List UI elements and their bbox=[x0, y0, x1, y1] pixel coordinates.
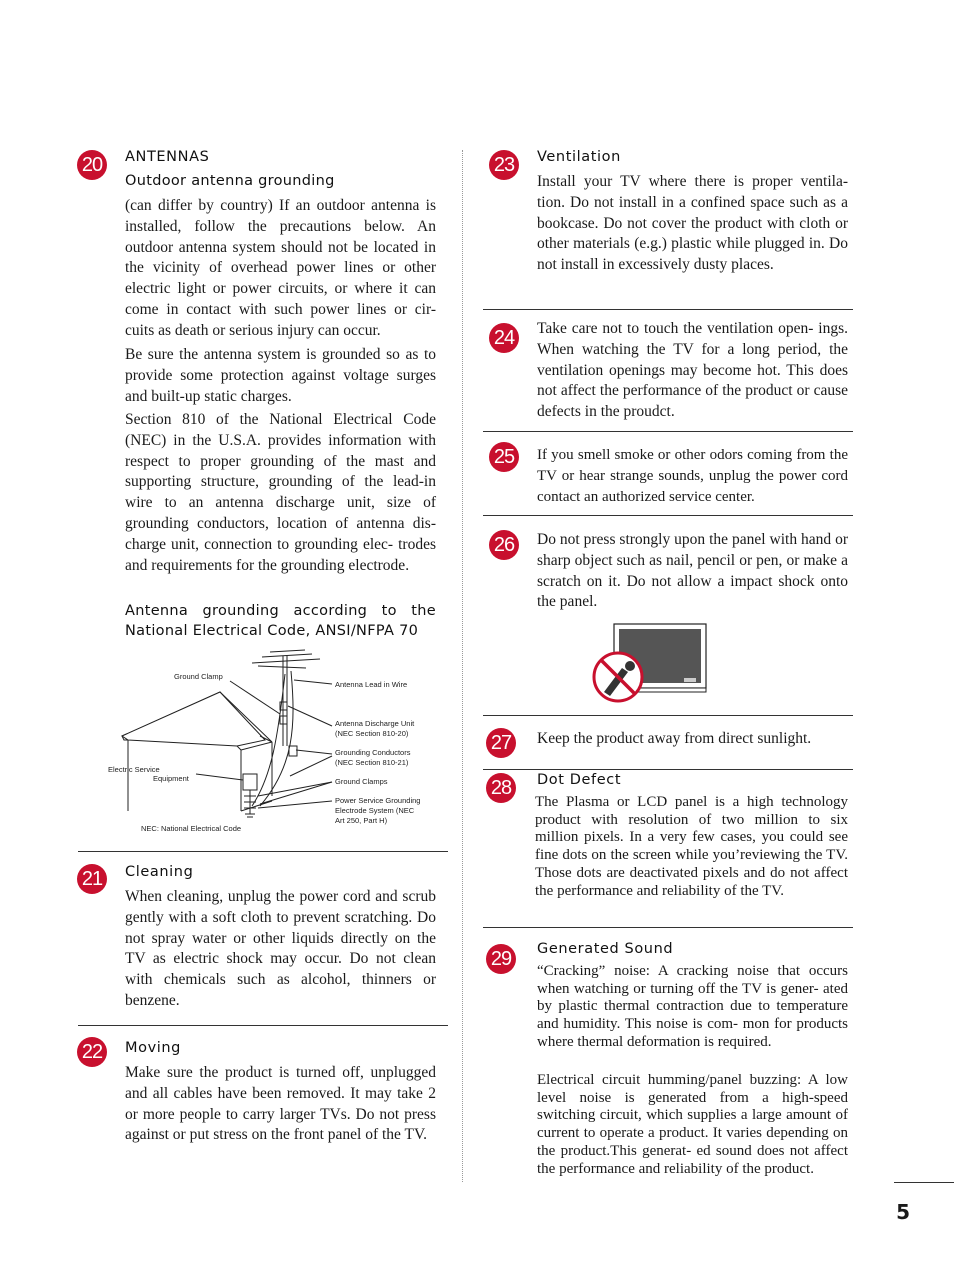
tv-no-sharp-object-illustration bbox=[590, 620, 710, 708]
divider bbox=[78, 1025, 448, 1026]
item-number-badge: 25 bbox=[489, 442, 519, 472]
item-number-badge: 27 bbox=[486, 728, 516, 758]
paragraph: The Plasma or LCD panel is a high technology product with resolution of two million to six million pixels. In a very few cases, you could see fine dots on the screen while you’reviewing the TV. Those dots are deactivated pixels and do not affect the performance and reliability of the TV. bbox=[535, 794, 848, 899]
column-divider bbox=[462, 150, 463, 1182]
diagram-label: Equipment bbox=[153, 774, 189, 783]
divider bbox=[483, 715, 853, 716]
antenna-grounding-diagram bbox=[100, 646, 440, 841]
diagram-label: NEC: National Electrical Code bbox=[141, 824, 242, 833]
diagram-label: Ground Clamp bbox=[174, 672, 223, 681]
paragraph: Electrical circuit humming/panel buzzing: A low level noise is generated from a high-speed switching circuit, which supplies a large amount of current to operate a product. It varies depending on the product.This generat- ed sound does not affect the performance and reliability of the product. bbox=[537, 1072, 848, 1177]
divider bbox=[483, 515, 853, 516]
diagram-label: Power Service Grounding bbox=[335, 796, 421, 805]
paragraph: Install your TV where there is proper ventila- tion. Do not install in a confined space such as a bookcase. Do not cover the product with cloth or other materials (e.g.) plastic while plugged in. Do not install in excessively dusty places. bbox=[537, 173, 848, 274]
diagram-label: Electric Service bbox=[108, 765, 160, 774]
diagram-label: Antenna Lead in Wire bbox=[335, 680, 408, 689]
section-title-cleaning: Cleaning bbox=[125, 864, 194, 880]
paragraph: (can differ by country) If an outdoor antenna is installed, follow the precautions below. An outdoor antenna system should not be located in the vicinity of overhead power lines or other electric light or power circuits, or where it can come in contact with such power lines or cir- cuits as death or serious injury can occur. bbox=[125, 197, 436, 339]
paragraph: Keep the product away from direct sunlight. bbox=[537, 730, 812, 747]
diagram-label: Grounding Conductors bbox=[335, 748, 411, 757]
item-number-badge: 21 bbox=[77, 864, 107, 894]
section-title-antennas: ANTENNAS bbox=[125, 149, 210, 165]
section-subtitle: Outdoor antenna grounding bbox=[125, 173, 335, 189]
section-title-generated-sound: Generated Sound bbox=[537, 941, 674, 957]
diagram-label: Electrode System (NEC bbox=[335, 806, 415, 815]
divider bbox=[483, 769, 853, 770]
item-number-badge: 29 bbox=[486, 944, 516, 974]
paragraph: If you smell smoke or other odors coming from the TV or hear strange sounds, unplug the power cord contact an authorized service center. bbox=[537, 447, 848, 505]
divider bbox=[78, 851, 448, 852]
diagram-label: (NEC Section 810-21) bbox=[335, 758, 409, 767]
diagram-label: Ground Clamps bbox=[335, 777, 388, 786]
item-number-badge: 26 bbox=[489, 530, 519, 560]
item-number-badge: 20 bbox=[77, 150, 107, 180]
paragraph: Make sure the product is turned off, unplugged and all cables have been removed. It may take 2 or more people to carry larger TVs. Do not press against or put stress on the front panel of the TV. bbox=[125, 1064, 436, 1144]
item-number-badge: 22 bbox=[77, 1037, 107, 1067]
diagram-label: Antenna Discharge Unit bbox=[335, 719, 415, 728]
page-number: 5 bbox=[896, 1200, 910, 1224]
section-title-moving: Moving bbox=[125, 1040, 181, 1056]
section-title-dot-defect: Dot Defect bbox=[537, 772, 622, 788]
paragraph: Do not press strongly upon the panel with hand or sharp object such as nail, pencil or pen, or make a scratch on it. Do not allow a impact shock onto the panel. bbox=[537, 531, 848, 611]
item-number-badge: 24 bbox=[489, 323, 519, 353]
page-number-rule bbox=[894, 1182, 954, 1183]
paragraph: When cleaning, unplug the power cord and scrub gently with a soft cloth to prevent scratching. Do not spray water or other liquids directly on the TV as electric shock may occur. Do not clean with chemicals such as alcohol, thinners or benzene. bbox=[125, 888, 436, 1009]
divider bbox=[483, 927, 853, 928]
paragraph: Be sure the antenna system is grounded so as to provide some protection against voltage surges and built-up static charges. bbox=[125, 346, 436, 405]
paragraph: Take care not to touch the ventilation open- ings. When watching the TV for a long period, the ventilation openings may become hot. This does not affect the performance of the product or cause defects in the proudct. bbox=[537, 320, 848, 421]
divider bbox=[483, 309, 853, 310]
diagram-label: Art 250, Part H) bbox=[335, 816, 388, 825]
section-subtitle: National Electrical Code, ANSI/NFPA 70 bbox=[125, 623, 419, 639]
section-title-ventilation: Ventilation bbox=[537, 149, 621, 165]
item-number-badge: 28 bbox=[486, 773, 516, 803]
paragraph: Section 810 of the National Electrical Code (NEC) in the U.S.A. provides information with respect to proper grounding of the mast and supporting structure, grounding of the lead-in wire to an antenna discharge unit, size of grounding conductors, location of antenna dis- charge unit, connection to grounding elec- trodes and requirements for the grounding electrode. bbox=[125, 411, 436, 574]
diagram-label: (NEC Section 810-20) bbox=[335, 729, 409, 738]
item-number-badge: 23 bbox=[489, 150, 519, 180]
section-subtitle: Antenna grounding according to the bbox=[125, 603, 436, 619]
paragraph: “Cracking” noise: A cracking noise that occurs when watching or turning off the TV is gener- ated by plastic thermal contraction due to temperature and humidity. This noise is com- mon for products where thermal deformation is required. bbox=[537, 963, 848, 1050]
divider bbox=[483, 431, 853, 432]
